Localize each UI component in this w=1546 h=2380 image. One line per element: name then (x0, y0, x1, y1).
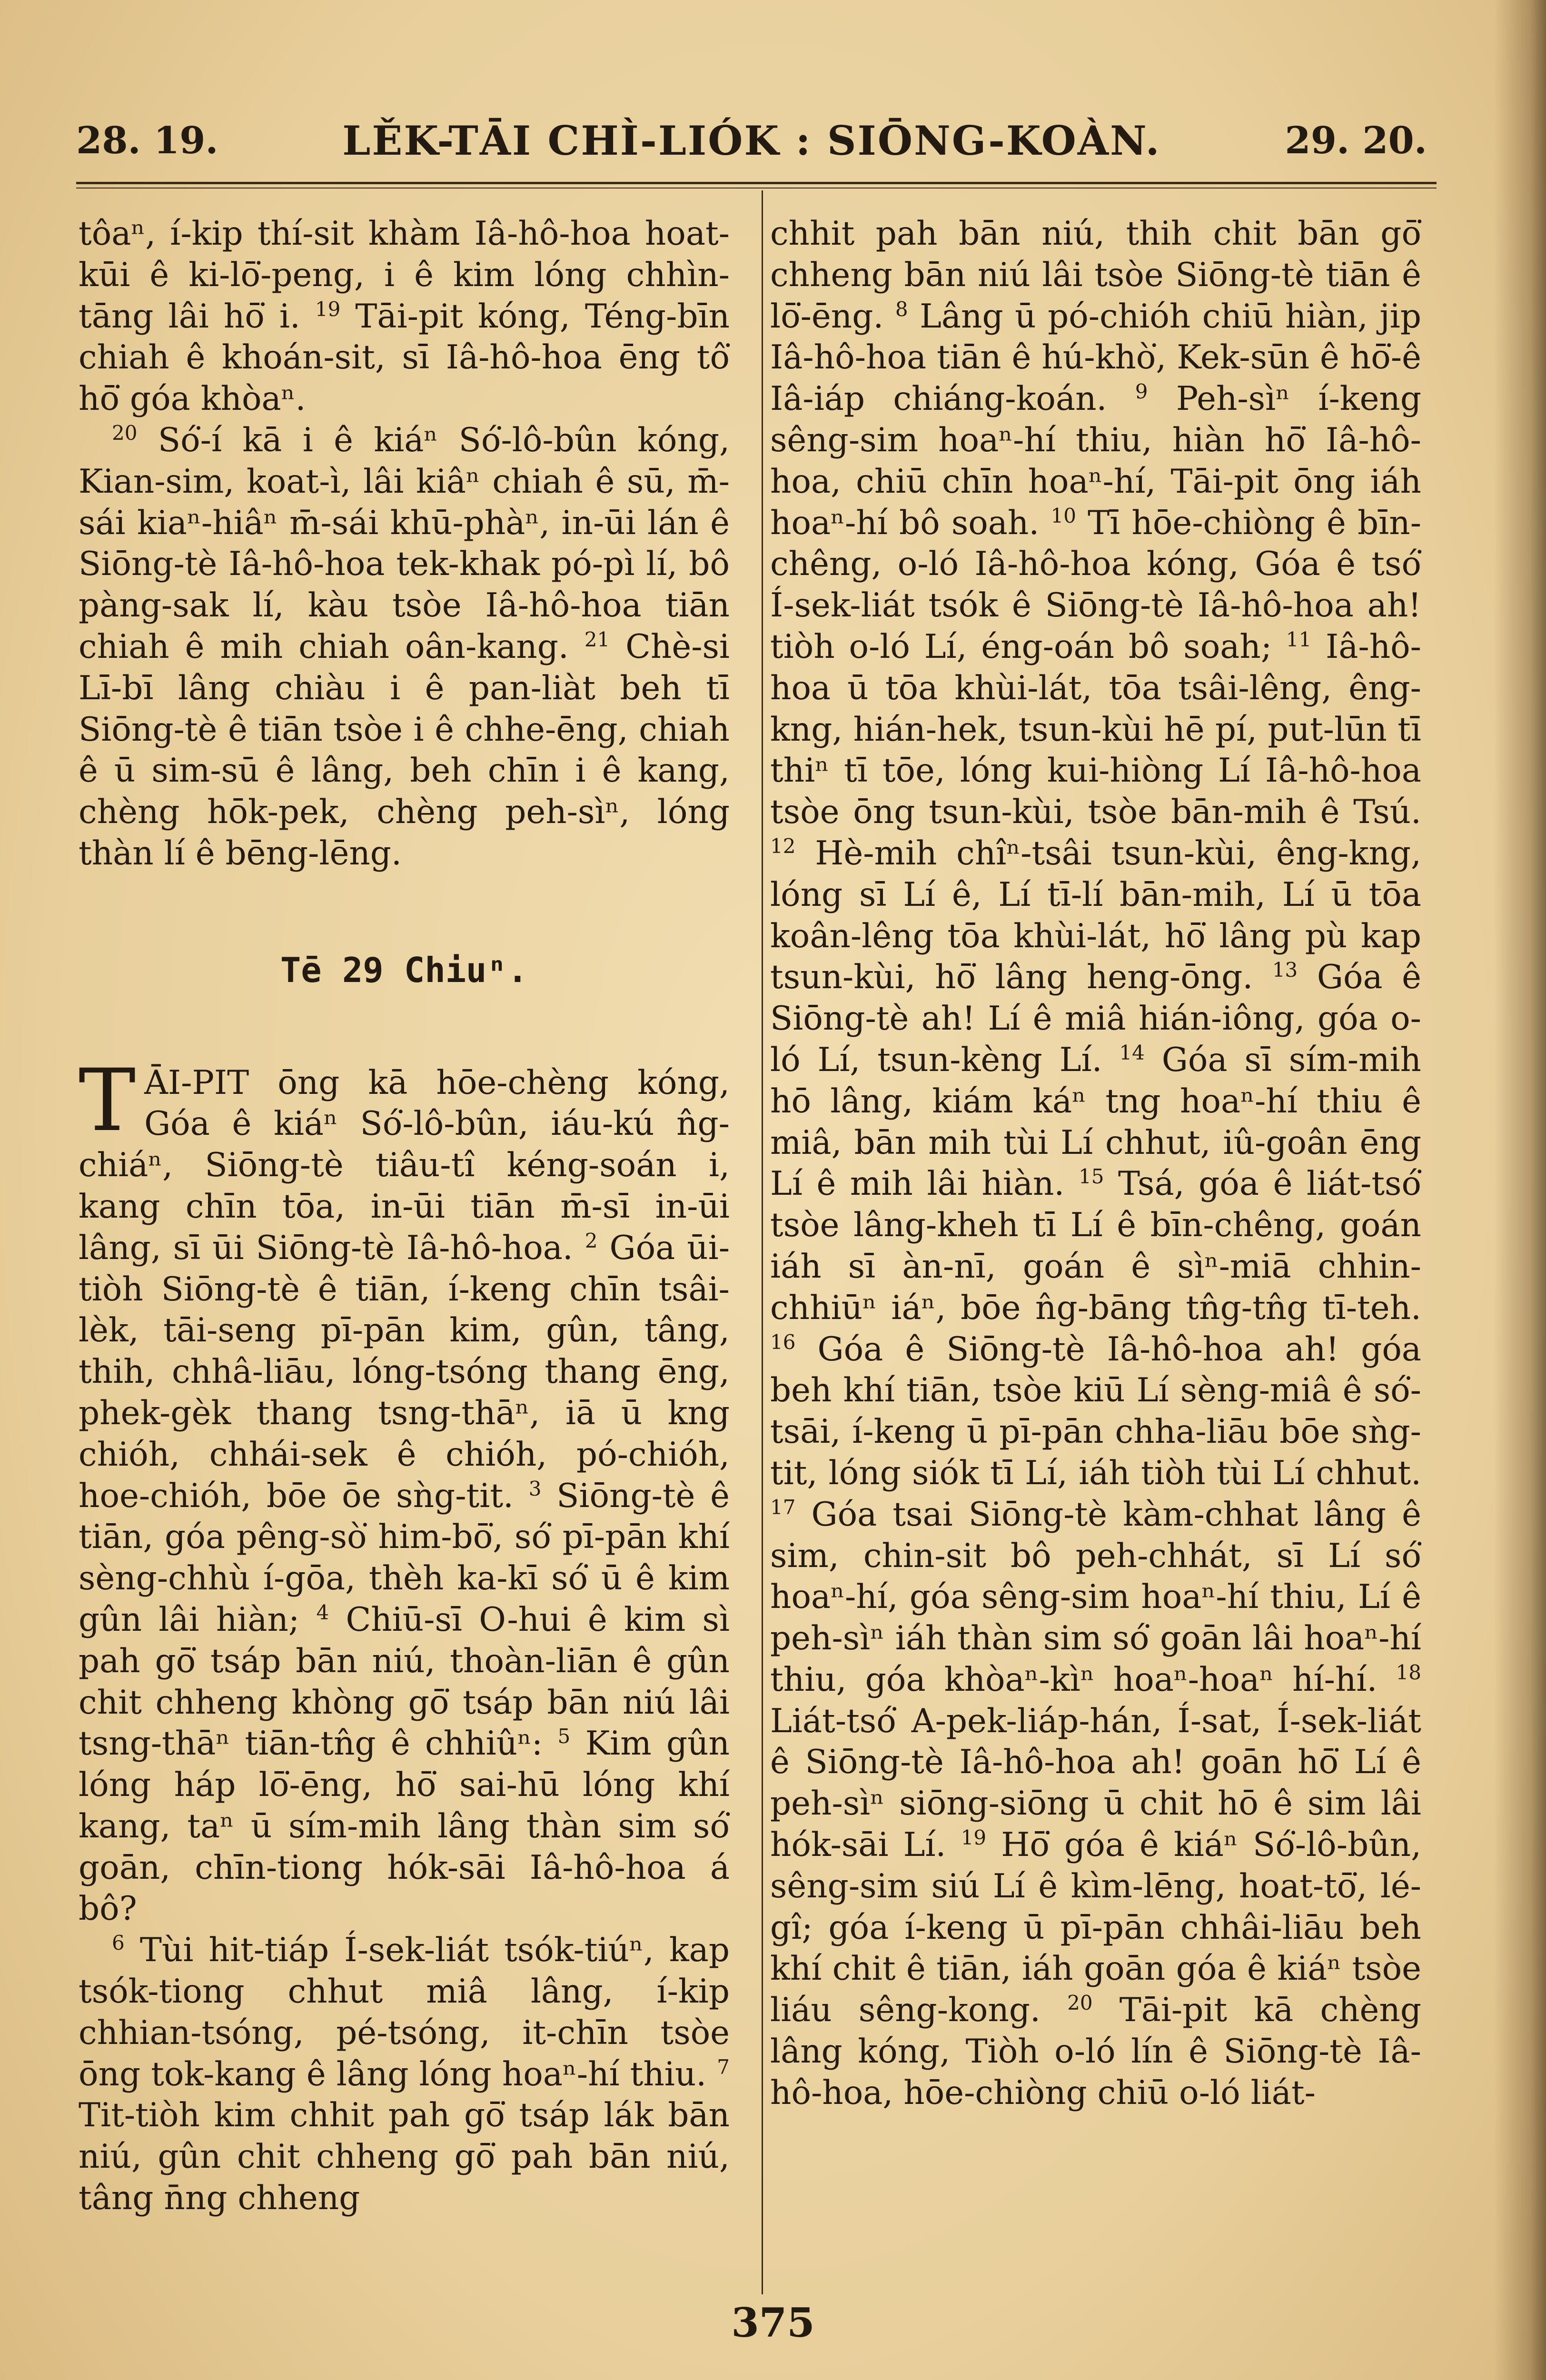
header-verse-range-left: 28. 19. (76, 119, 218, 162)
text-run: Chè-si Lī-bī lâng chiàu i ê pan-liàt beh tī Siōng-tè ê tiān tsòe i ê chhe-ēng, chiah ê ū sim-sū ê lâng, beh chīn i ê kang, chèng hōk-pek, chèng peh-sìⁿ, lóng thàn lí ê bēng-lēng. (79, 627, 730, 873)
text-run: Chiū-sī O-hui ê kim sì pah gō͘ tsáp bān niú, thoàn-liān ê gûn chit chheng khòng gō͘ tsáp bān niú lâi tsng-thāⁿ tiān-tn̂g ê chhiûⁿ: (79, 1600, 730, 1763)
text-run: chhit pah bān niú, thih chit bān gō͘ chheng bān niú lâi tsòe Siōng-tè tiān ê lō͘-ēng. (770, 215, 1421, 336)
verse-number: 8 (895, 297, 908, 321)
paragraph (79, 1930, 730, 2219)
verse-number: 20 (1067, 1991, 1093, 2015)
verse-number: 17 (770, 1495, 796, 1519)
text-run: Tit-tiòh kim chhit pah gō͘ tsáp lák bān niú, gûn chit chheng gō͘ pah bān niú, tâng n̄ng chheng (79, 2096, 730, 2218)
text-run: Tī hōe-chiòng ê bīn-chêng, o-ló Iâ-hô-hoa kóng, Góa ê tsó͘ Í-sek-liát tsók ê Siōng-tè Iâ-hô-hoa ah! tiòh o-ló Lí, éng-oán bô soah; (770, 504, 1422, 666)
paragraph (79, 213, 730, 420)
verse-number: 7 (717, 2055, 730, 2079)
text-run: Peh-sìⁿ í-keng sêng-sim hoaⁿ-hí thiu, hiàn hō͘ Iâ-hô-hoa, chiū chīn hoaⁿ-hí, Tāi-pit ōng iáh hoaⁿ-hí bô soah. (770, 380, 1422, 542)
verse-number: 15 (1078, 1165, 1104, 1189)
verse-number: 11 (1286, 627, 1312, 651)
verse-number: 6 (112, 1931, 125, 1955)
verse-number: 10 (1050, 504, 1076, 527)
text-run: Kim gûn lóng háp lō͘-ēng, hō͘ sai-hū lóng khí kang, taⁿ ū sím-mih lâng thàn sim só͘ goān, chīn-tiong hók-sāi Iâ-hô-hoa á bô? (79, 1725, 730, 1928)
text-run: Góa sī sím-mih hō lâng, kiám káⁿ tng hoaⁿ-hí thiu ê miâ, bān mih tùi Lí chhut, iû-goân ēng Lí ê mih lâi hiàn. (770, 1041, 1421, 1203)
page-number: 375 (731, 2299, 815, 2346)
header-rule-thick (76, 182, 1437, 184)
text-run: Liát-tsó͘ A-pek-liáp-hán, Í-sat, Í-sek-liát ê Siōng-tè Iâ-hô-hoa ah! goān hō͘ Lí ê peh-sìⁿ siōng-siōng ū chit hō ê sim lâi hók-sāi Lí. (770, 1702, 1421, 1864)
text-run: Tāi-pit kā chèng lâng kóng, Tiòh o-ló lín ê Siōng-tè Iâ-hô-hoa, hōe-chiòng chiū o-ló liát- (770, 1991, 1421, 2112)
verse-number: 9 (1135, 380, 1148, 404)
verse-number: 21 (584, 627, 610, 651)
verse-number: 19 (315, 297, 341, 321)
verse-number: 16 (770, 1330, 796, 1354)
paragraph (79, 420, 730, 874)
text-run: ĀI-PIT ōng kā hōe-chèng kóng, Góa ê kiáⁿ Só͘-lô-bûn, iáu-kú n̂g-chiáⁿ, Siōng-tè tiâu-tî kéng-soán i, kang chīn tōa, in-ūi tiān m̄-sī in-ūi lâng, sī ūi Siōng-tè Iâ-hô-hoa. (79, 1063, 730, 1267)
verse-number: 2 (585, 1229, 598, 1252)
verse-number: 12 (770, 834, 796, 858)
verse-number: 18 (1396, 1660, 1421, 1684)
right-column (770, 213, 1421, 2114)
left-column (79, 213, 730, 2219)
paragraph (79, 1051, 730, 1930)
text-run: Góa ūi-tiòh Siōng-tè ê tiān, í-keng chīn tsâi-lèk, tāi-seng pī-pān kim, gûn, tâng, thih, chhâ-liāu, lóng-tsóng thang ēng, phek-gèk thang tsng-thāⁿ, iā ū kng chióh, chhái-sek ê chióh, pó-chióh, hoe-chióh, bōe ōe sǹg-tit. (79, 1229, 730, 1515)
header-verse-range-right: 29. 20. (1285, 119, 1427, 162)
text-run: Tùi hit-tiáp Í-sek-liát tsók-tiúⁿ, kap tsók-tiong chhut miâ lâng, í-kip chhian-tsóng, pé-tsóng, it-chīn tsòe ōng tok-kang ê lâng lóng hoaⁿ-hí thiu. (79, 1931, 730, 2093)
verse-number: 14 (1119, 1041, 1145, 1064)
verse-number: 19 (961, 1826, 987, 1850)
text-run: Siōng-tè ê tiān, góa pêng-sò͘ him-bō͘, só͘ pī-pān khí sèng-chhù í-gōa, thèh ka-kī só͘ ū ê kim gûn lâi hiàn; (79, 1477, 730, 1639)
text-run: Hō͘ góa ê kiáⁿ Só͘-lô-bûn, sêng-sim siú Lí ê kìm-lēng, hoat-tō͘, lé-gî; góa í-keng ū pī-pān chhâi-liāu beh khí chit ê tiān, iáh goān góa ê kiáⁿ tsòe liáu sêng-kong. (770, 1826, 1422, 2030)
drop-cap: T (79, 1051, 136, 1150)
running-header (76, 114, 1427, 167)
chapter-heading: Tē 29 Chiuⁿ. (280, 950, 528, 990)
text-run: Só͘-í kā i ê kiáⁿ Só͘-lô-bûn kóng, Kian-sim, koat-ì, lâi kiâⁿ chiah ê sū, m̄-sái kiaⁿ-hiâⁿ m̄-sái khū-phàⁿ, in-ūi lán ê Siōng-tè Iâ-hô-hoa tek-khak pó-pì lí, bô pàng-sak lí, kàu tsòe Iâ-hô-hoa tiān chiah ê mih chiah oân-kang. (79, 421, 730, 666)
column-separator (762, 190, 763, 2294)
verse-number: 13 (1272, 958, 1298, 982)
verse-number: 4 (316, 1600, 329, 1624)
text-run: tôaⁿ, í-kip thí-sit khàm Iâ-hô-hoa hoat-kūi ê ki-lō͘-peng, i ê kim lóng chhìn-tāng lâi hō͘ i. (79, 215, 730, 336)
text-run: Tāi-pit kóng, Téng-bīn chiah ê khoán-sit, sī Iâ-hô-hoa ēng tô͘ hō͘ góa khòaⁿ. (79, 297, 730, 418)
paragraph (770, 213, 1421, 2114)
verse-number: 3 (528, 1477, 542, 1500)
text-run: Góa ê Siōng-tè ah! Lí ê miâ hián-iông, góa o-ló Lí, tsun-kèng Lí. (770, 958, 1421, 1079)
verse-number: 20 (112, 421, 138, 445)
text-run: Tsá, góa ê liát-tsó͘ tsòe lâng-kheh tī Lí ê bīn-chêng, goán iáh sī àn-nī, goán ê sìⁿ-miā chhin-chhiūⁿ iáⁿ, bōe n̂g-bāng tn̂g-tn̂g tī-teh. (770, 1165, 1421, 1327)
book-binding-shadow (1494, 0, 1546, 2380)
text-run: Góa ê Siōng-tè Iâ-hô-hoa ah! góa beh khí tiān, tsòe kiū Lí sèng-miâ ê só͘-tsāi, í-keng ū pī-pān chha-liāu bōe sǹg-tit, lóng siók tī Lí, iáh tiòh tùi Lí chhut. (770, 1330, 1421, 1492)
text-run: Iâ-hô-hoa ū tōa khùi-lát, tōa tsâi-lêng, êng-kng, hián-hek, tsun-kùi hē pí, put-lūn tī thiⁿ tī tōe, lóng kui-hiòng Lí Iâ-hô-hoa tsòe ōng tsun-kùi, tsòe bān-mih ê Tsú. (770, 627, 1421, 832)
text-run: Góa tsai Siōng-tè kàm-chhat lâng ê sim, chin-sit bô peh-chhát, sī Lí só͘ hoaⁿ-hí, góa sêng-sim hoaⁿ-hí thiu, Lí ê peh-sìⁿ iáh thàn sim só͘ goān lâi hoaⁿ-hí thiu, góa khòaⁿ-kìⁿ hoaⁿ-hoaⁿ hí-hí. (770, 1495, 1421, 1699)
verse-number: 5 (557, 1725, 571, 1748)
text-run: Lâng ū pó-chióh chiū hiàn, jip Iâ-hô-hoa tiān ê hú-khò͘, Kek-sūn ê hō͘-ê Iâ-iáp chiáng-koán. (770, 297, 1421, 418)
header-book-title: LĚK-TĀI CHÌ-LIÓK : SIŌNG-KOÀN. (342, 117, 1161, 164)
text-run: Hè-mih chîⁿ-tsâi tsun-kùi, êng-kng, lóng sī Lí ê, Lí tī-lí bān-mih, Lí ū tōa koân-lêng tōa khùi-lát, hō͘ lâng pù kap tsun-kùi, hō͘ lâng heng-ōng. (770, 834, 1421, 997)
